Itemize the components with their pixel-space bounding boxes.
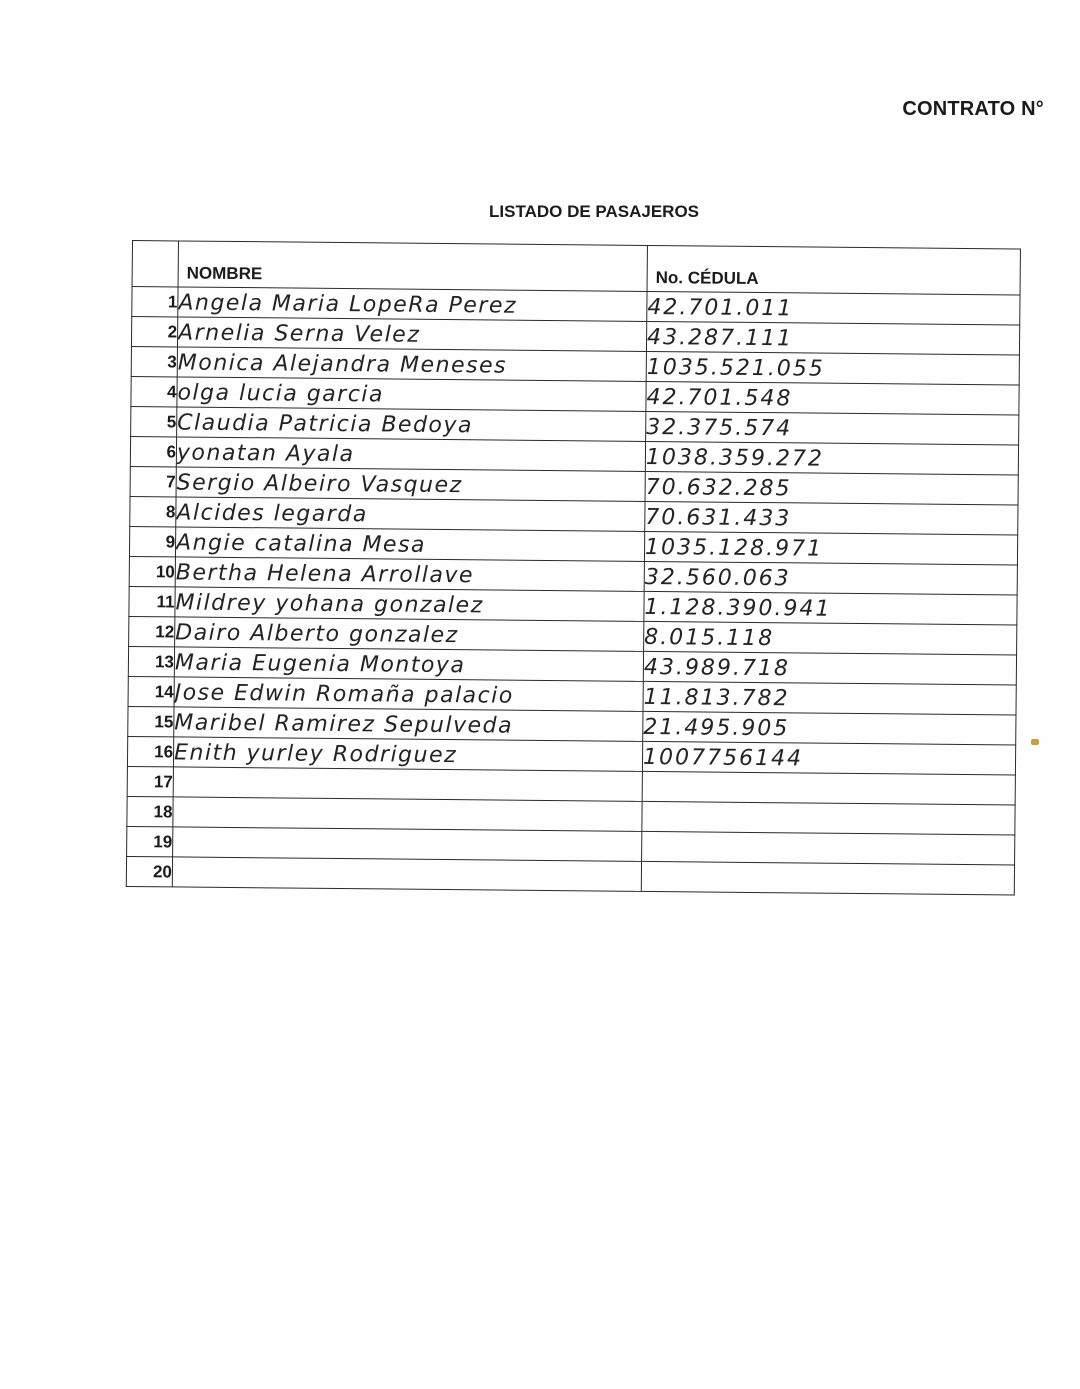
passenger-name [173, 797, 642, 832]
row-number: 2 [131, 317, 177, 347]
row-number: 7 [130, 466, 176, 496]
passenger-name: olga lucia garcia [177, 377, 646, 412]
passenger-name: Enith yurley Rodriguez [173, 737, 642, 772]
passenger-id: 42.701.548 [646, 381, 1019, 415]
row-number: 9 [129, 526, 175, 556]
passenger-table [126, 240, 1021, 896]
row-number: 5 [131, 406, 177, 436]
passenger-name: Jose Edwin Romaña palacio [174, 677, 643, 712]
row-number: 6 [130, 436, 176, 466]
passenger-id [642, 801, 1015, 835]
row-number: 12 [129, 616, 175, 646]
passenger-id [642, 831, 1015, 865]
row-number: 13 [128, 646, 174, 676]
passenger-id: 70.632.285 [645, 471, 1018, 505]
row-number: 15 [128, 706, 174, 736]
name-column-header: NOMBRE [178, 241, 647, 291]
row-number: 4 [131, 376, 177, 406]
passenger-id: 1.128.390.941 [644, 591, 1017, 625]
passenger-name: Mildrey yohana gonzalez [175, 587, 644, 622]
passenger-list-title: LISTADO DE PASAJEROS [489, 202, 700, 221]
passenger-table-wrapper [126, 240, 1020, 895]
passenger-name [173, 767, 642, 802]
passenger-name: Claudia Patricia Bedoya [177, 407, 646, 442]
passenger-name: Angela Maria LopeRa Perez [178, 287, 647, 322]
passenger-id [642, 771, 1015, 805]
passenger-name: Monica Alejandra Meneses [177, 347, 646, 382]
passenger-id: 1007756144 [642, 741, 1015, 775]
row-number: 14 [128, 676, 174, 706]
passenger-name [173, 827, 642, 862]
passenger-id: 21.495.905 [643, 711, 1016, 745]
passenger-id: 70.631.433 [645, 501, 1018, 535]
row-number: 1 [132, 287, 178, 317]
scan-speck [1031, 739, 1039, 745]
row-number: 20 [126, 856, 172, 886]
row-number: 17 [127, 766, 173, 796]
id-column-header: No. CÉDULA [647, 245, 1020, 295]
passenger-name: Angie catalina Mesa [175, 527, 644, 562]
passenger-name: Alcides legarda [176, 497, 645, 532]
passenger-id: 43.287.111 [646, 321, 1019, 355]
passenger-id: 1038.359.272 [645, 441, 1018, 475]
row-number: 3 [131, 346, 177, 376]
passenger-id: 1035.128.971 [644, 531, 1017, 565]
row-number: 11 [129, 586, 175, 616]
row-number: 18 [127, 796, 173, 826]
passenger-id: 1035.521.055 [646, 351, 1019, 385]
row-number: 8 [130, 496, 176, 526]
passenger-id: 11.813.782 [643, 681, 1016, 715]
row-number-header [132, 241, 178, 287]
row-number: 16 [127, 736, 173, 766]
passenger-name: yonatan Ayala [176, 437, 645, 472]
passenger-id: 8.015.118 [644, 621, 1017, 655]
passenger-id: 32.375.574 [646, 411, 1019, 445]
passenger-name: Dairo Alberto gonzalez [175, 617, 644, 652]
passenger-id: 42.701.011 [647, 291, 1020, 325]
passenger-name [172, 857, 641, 892]
passenger-id: 32.560.063 [644, 561, 1017, 595]
passenger-name: Maria Eugenia Montoya [174, 647, 643, 682]
row-number: 19 [127, 826, 173, 856]
passenger-id: 43.989.718 [643, 651, 1016, 685]
passenger-name: Sergio Albeiro Vasquez [176, 467, 645, 502]
passenger-name: Arnelia Serna Velez [177, 317, 646, 352]
passenger-name: Bertha Helena Arrollave [175, 557, 644, 592]
row-number: 10 [129, 556, 175, 586]
passenger-name: Maribel Ramirez Sepulveda [174, 707, 643, 742]
contract-number-label: CONTRATO N° [902, 98, 1044, 120]
passenger-id [641, 861, 1014, 895]
